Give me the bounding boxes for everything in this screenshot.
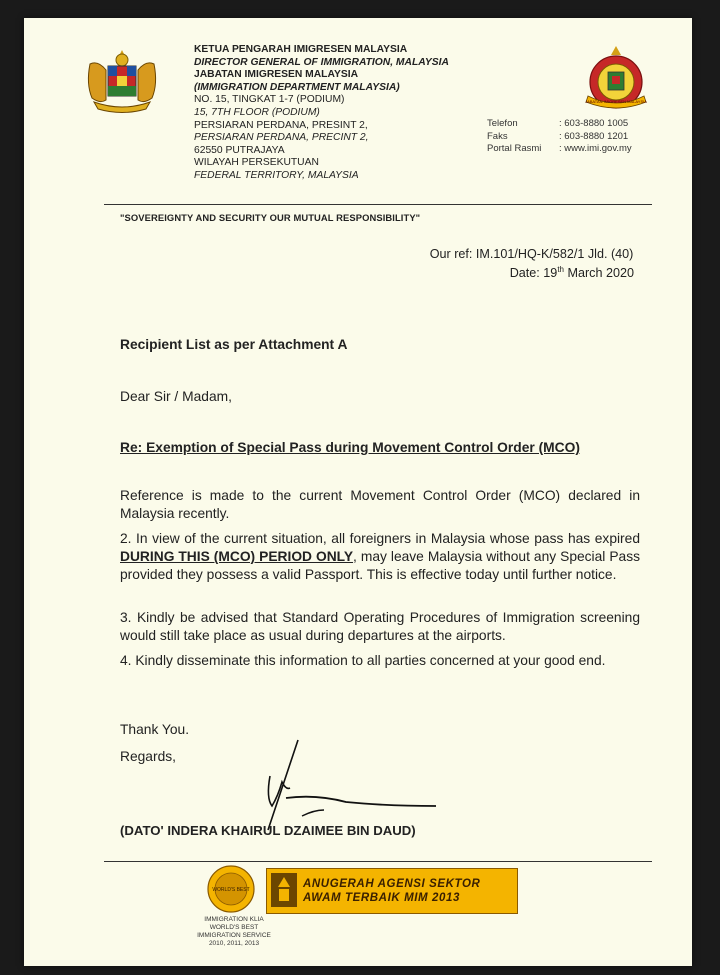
paragraph-2: 2. In view of the current situation, all foreigners in Malaysia whose pass has expired DURING THIS (MCO) PERIOD ONLY, may leave Malaysia without any Special Pass provided they possess a valid Passport. This is effective today until further notice.: [120, 531, 640, 582]
closing-regards: Regards,: [120, 749, 176, 764]
header-line: DIRECTOR GENERAL OF IMMIGRATION, MALAYSIA: [194, 56, 449, 68]
header-line: JABATAN IMIGRESEN MALAYSIA: [194, 69, 359, 81]
salutation: Dear Sir / Madam,: [120, 389, 232, 404]
header-line: 15, 7TH FLOOR (PODIUM): [194, 106, 320, 118]
world-best-seal-icon: [206, 864, 256, 914]
emphasis-text: DURING THIS (MCO) PERIOD ONLY: [120, 549, 354, 564]
motto: "SOVEREIGNTY AND SECURITY OUR MUTUAL RESPONSIBILITY": [120, 212, 421, 223]
paragraph-4: 4. Kindly disseminate this information to all parties concerned at your good end.: [120, 653, 606, 668]
signature-image: [246, 726, 466, 836]
header-line: 62550 PUTRAJAYA: [194, 144, 285, 156]
paragraph-3: 3. Kindly be advised that Standard Operating Procedures of Immigration screening would still take place as usual during departures at the airports.: [120, 610, 640, 643]
header-line: NO. 15, TINGKAT 1-7 (PODIUM): [194, 94, 345, 106]
contact-values: [559, 118, 632, 156]
contact-label: Telefon: [487, 118, 518, 129]
award-banner: [266, 868, 518, 914]
coat-of-arms-icon: [80, 46, 164, 116]
footer-divider: [104, 861, 652, 862]
reference-block: [430, 246, 634, 281]
svg-text:JABATAN IMIGRESEN MALAYSIA: JABATAN IMIGRESEN MALAYSIA: [585, 99, 647, 104]
award-logo-icon: [271, 873, 297, 907]
svg-text:WORLD'S BEST: WORLD'S BEST: [212, 887, 250, 893]
subject-line: Re: Exemption of Special Pass during Movement Control Order (MCO): [120, 440, 580, 455]
header-line: PERSIARAN PERDANA, PRESINT 2,: [194, 119, 368, 131]
contact-value: : 603-8880 1005: [559, 118, 629, 129]
contact-label: Faks: [487, 130, 508, 142]
header-divider: [104, 204, 652, 205]
klia-caption: IMMIGRATION KLIA WORLD'S BEST IMMIGRATION SERVICE 2010, 2011, 2013: [197, 916, 271, 947]
contact-labels: [487, 118, 541, 156]
header-line: WILAYAH PERSEKUTUAN: [194, 157, 319, 169]
letter-date: Date: 19th March 2020: [509, 265, 634, 281]
award-text: ANUGERAH AGENSI SEKTOR AWAM TERBAIK MIM 2013: [303, 878, 481, 904]
header-line: (IMMIGRATION DEPARTMENT MALAYSIA): [194, 81, 400, 93]
contact-value: : 603-8880 1201: [559, 130, 629, 142]
header-line: PERSIARAN PERDANA, PRECINT 2,: [194, 132, 369, 144]
closing-thanks: Thank You.: [120, 722, 190, 737]
header-line: KETUA PENGARAH IMIGRESEN MALAYSIA: [194, 44, 408, 55]
letter-page: [24, 18, 692, 966]
header-line: FEDERAL TERRITORY, MALAYSIA: [194, 169, 359, 181]
contact-value: : www.imi.gov.my: [559, 143, 632, 154]
recipient-line: Recipient List as per Attachment A: [120, 337, 348, 352]
signatory-name: (DATO' INDERA KHAIRUL DZAIMEE BIN DAUD): [120, 823, 416, 838]
immigration-emblem-icon: [584, 44, 648, 112]
our-reference: Our ref: IM.101/HQ-K/582/1 Jld. (40): [429, 247, 634, 261]
contact-label: Portal Rasmi: [487, 143, 542, 154]
letterhead-address: [194, 44, 449, 183]
paragraph-1: Reference is made to the current Movement Control Order (MCO) declared in Malaysia recently.: [120, 488, 640, 521]
